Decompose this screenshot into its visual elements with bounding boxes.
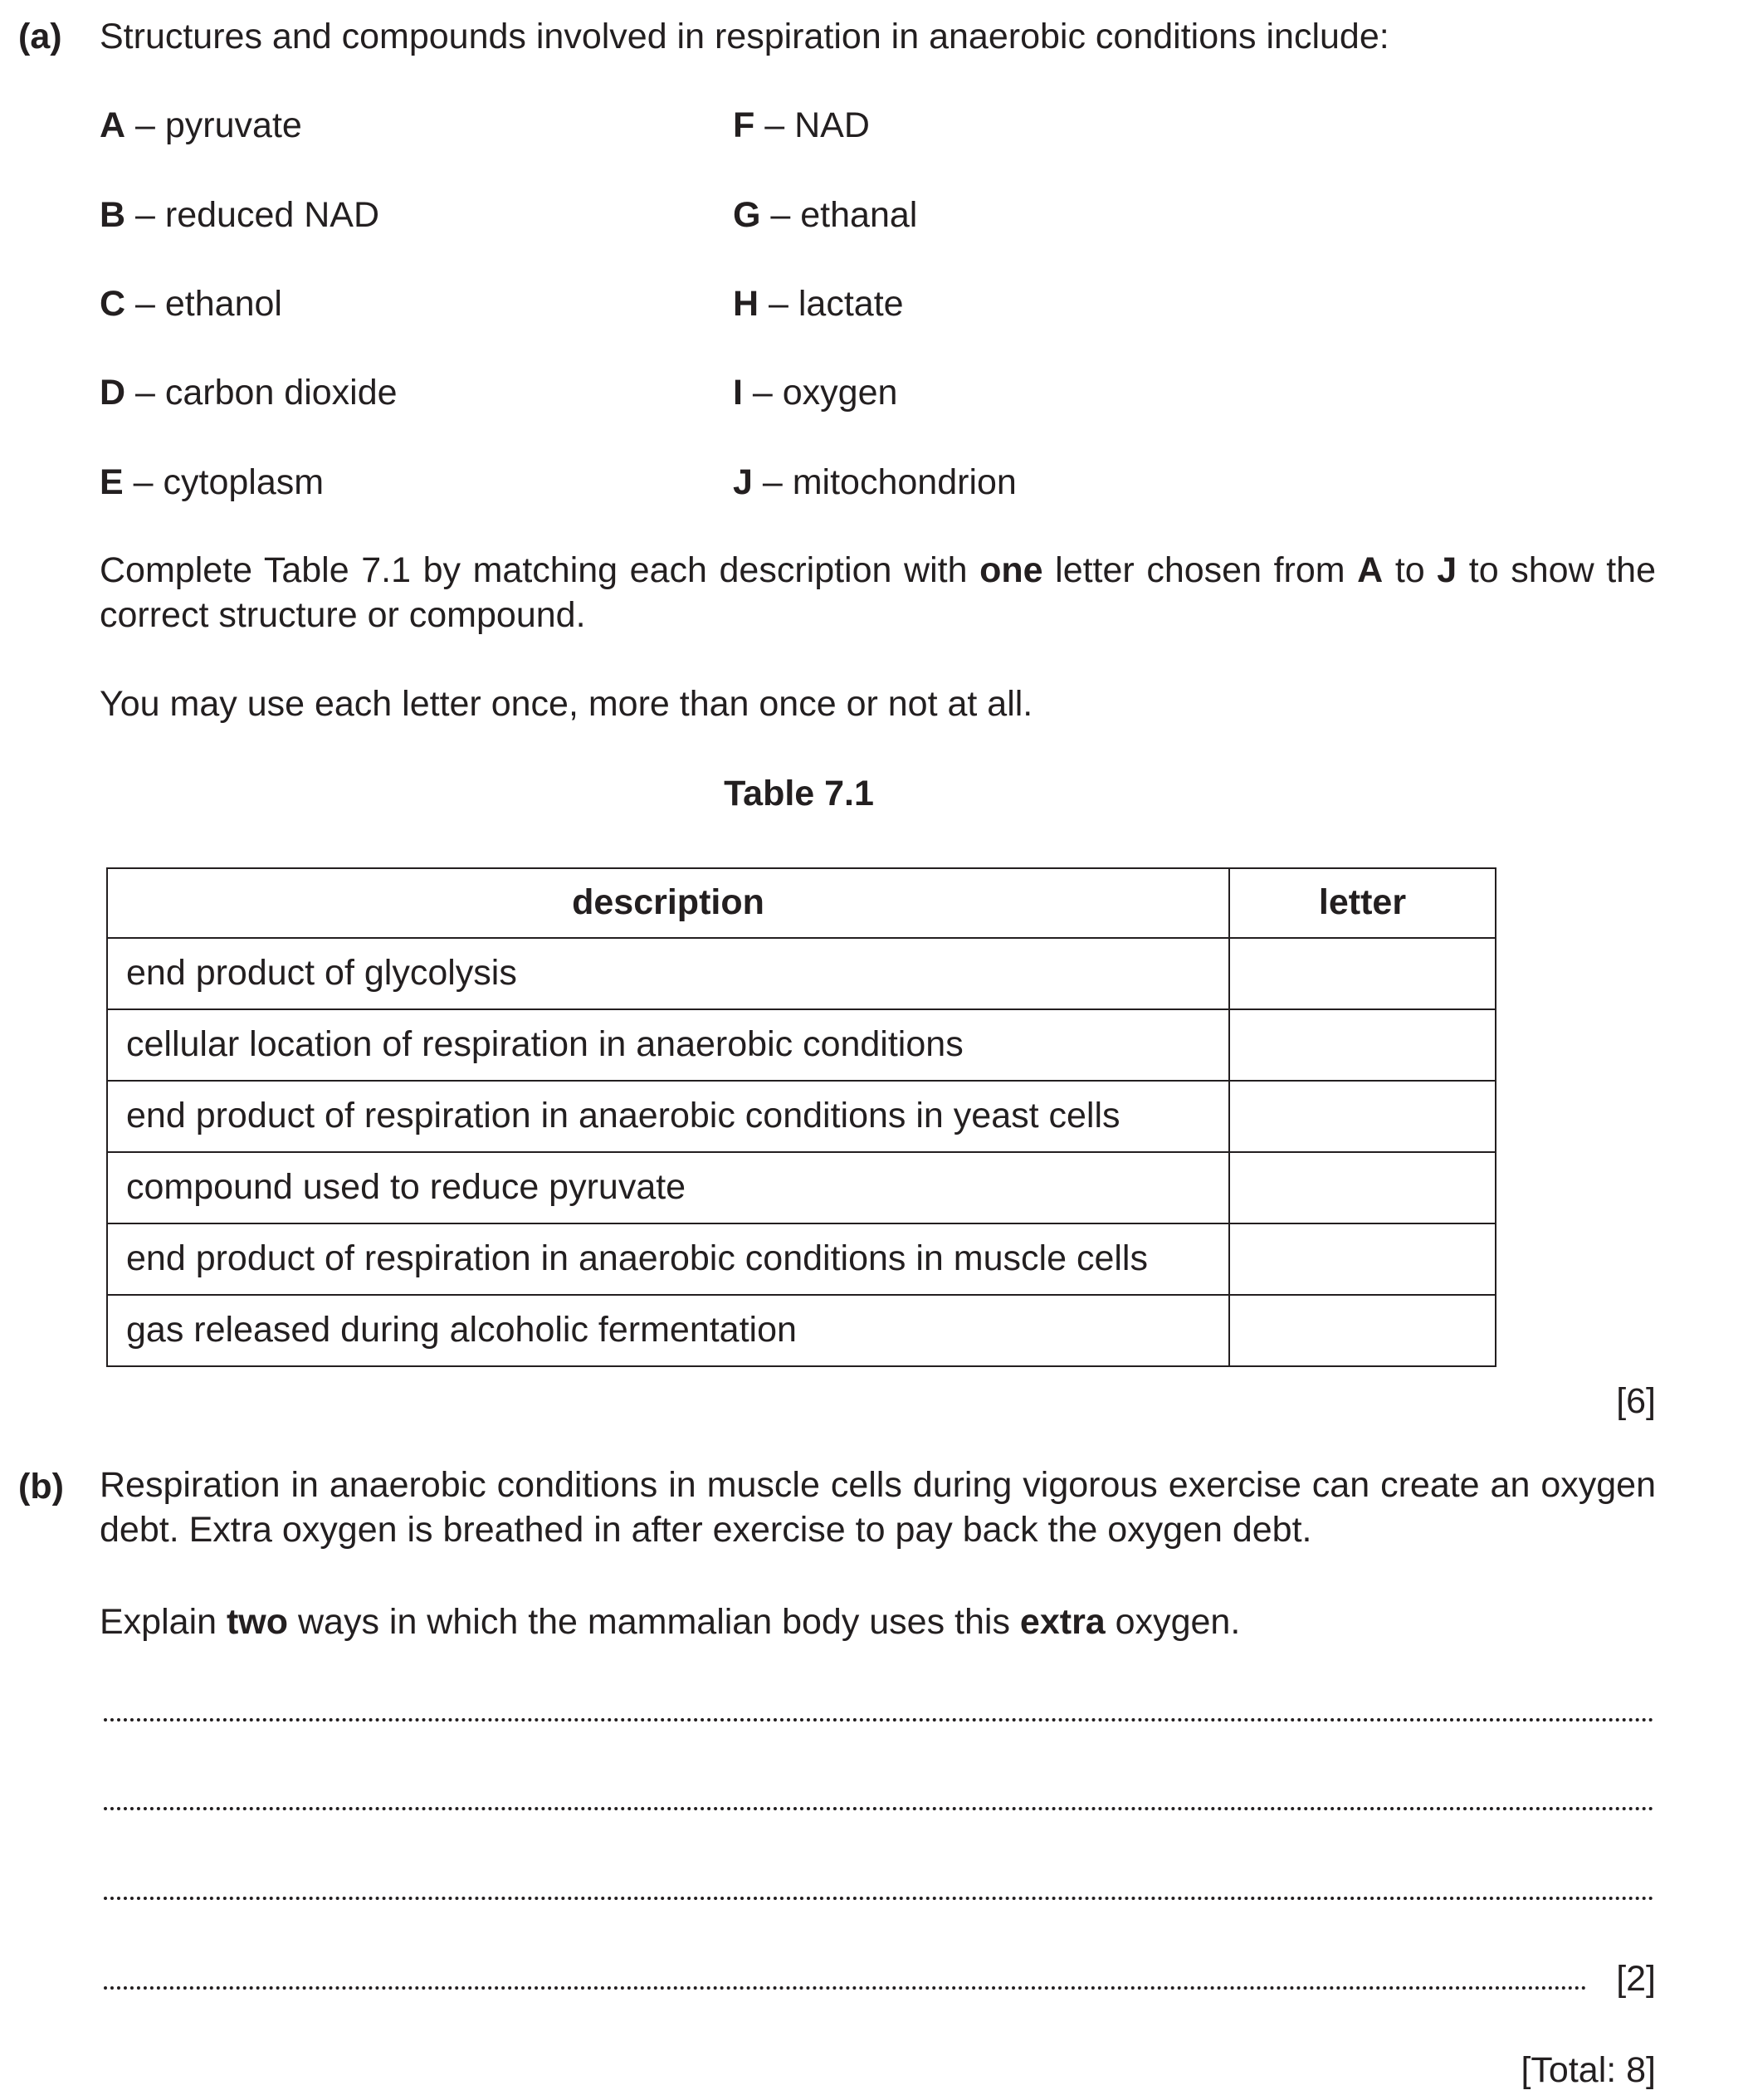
answer-line-3[interactable]: [104, 1897, 1654, 1900]
letter-answer-cell[interactable]: [1229, 938, 1496, 1009]
description-cell: end product of respiration in anaerobic conditions in yeast cells: [107, 1081, 1229, 1152]
column-header-letter: letter: [1229, 868, 1496, 938]
table-header-row: [107, 868, 1496, 938]
option-d: D – carbon dioxide: [100, 373, 398, 413]
answer-line-4[interactable]: [104, 1986, 1587, 1990]
part-a-intro: Structures and compounds involved in respiration in anaerobic conditions include:: [100, 17, 1389, 56]
part-b-marks: [2]: [1616, 1959, 1656, 1999]
description-cell: compound used to reduce pyruvate: [107, 1152, 1229, 1223]
table-row: [107, 1152, 1496, 1223]
table-row: [107, 938, 1496, 1009]
letter-answer-cell[interactable]: [1229, 1295, 1496, 1366]
table-7-1: [106, 867, 1496, 1367]
part-b-label: (b): [18, 1467, 64, 1507]
part-a-label: (a): [18, 17, 62, 56]
table-row: [107, 1081, 1496, 1152]
part-b-question: Explain two ways in which the mammalian body uses this extra oxygen.: [100, 1602, 1241, 1642]
letter-answer-cell[interactable]: [1229, 1081, 1496, 1152]
option-e: E – cytoplasm: [100, 462, 325, 502]
option-j: J – mitochondrion: [733, 462, 1017, 502]
letter-answer-cell[interactable]: [1229, 1223, 1496, 1295]
table-row: [107, 1223, 1496, 1295]
part-a-marks: [6]: [1616, 1381, 1656, 1421]
option-i: I – oxygen: [733, 373, 898, 413]
part-a-instruction: Complete Table 7.1 by matching each description with one letter chosen from A to J to show the correct structure or compound.: [100, 550, 1656, 635]
table-row: [107, 1295, 1496, 1366]
description-cell: gas released during alcoholic fermentation: [107, 1295, 1229, 1366]
option-f: F – NAD: [733, 105, 870, 145]
option-b: B – reduced NAD: [100, 195, 380, 235]
description-cell: cellular location of respiration in anaerobic conditions: [107, 1009, 1229, 1081]
answer-line-2[interactable]: [104, 1807, 1654, 1810]
table-row: [107, 1009, 1496, 1081]
letter-answer-cell[interactable]: [1229, 1009, 1496, 1081]
option-c: C – ethanol: [100, 284, 282, 324]
option-h: H – lactate: [733, 284, 904, 324]
letter-answer-cell[interactable]: [1229, 1152, 1496, 1223]
option-a: A – pyruvate: [100, 105, 302, 145]
total-marks: [Total: 8]: [1521, 2050, 1656, 2090]
part-b-text: Respiration in anaerobic conditions in muscle cells during vigorous exercise can create an oxygen debt. Extra oxygen is breathed in after exercise to pay back the oxygen debt.: [100, 1465, 1656, 1550]
answer-line-1[interactable]: [104, 1718, 1654, 1722]
option-g: G – ethanal: [733, 195, 918, 235]
table-title: Table 7.1: [724, 774, 874, 813]
column-header-description: description: [107, 868, 1229, 938]
usage-note: You may use each letter once, more than once or not at all.: [100, 684, 1033, 724]
description-cell: end product of respiration in anaerobic conditions in muscle cells: [107, 1223, 1229, 1295]
description-cell: end product of glycolysis: [107, 938, 1229, 1009]
